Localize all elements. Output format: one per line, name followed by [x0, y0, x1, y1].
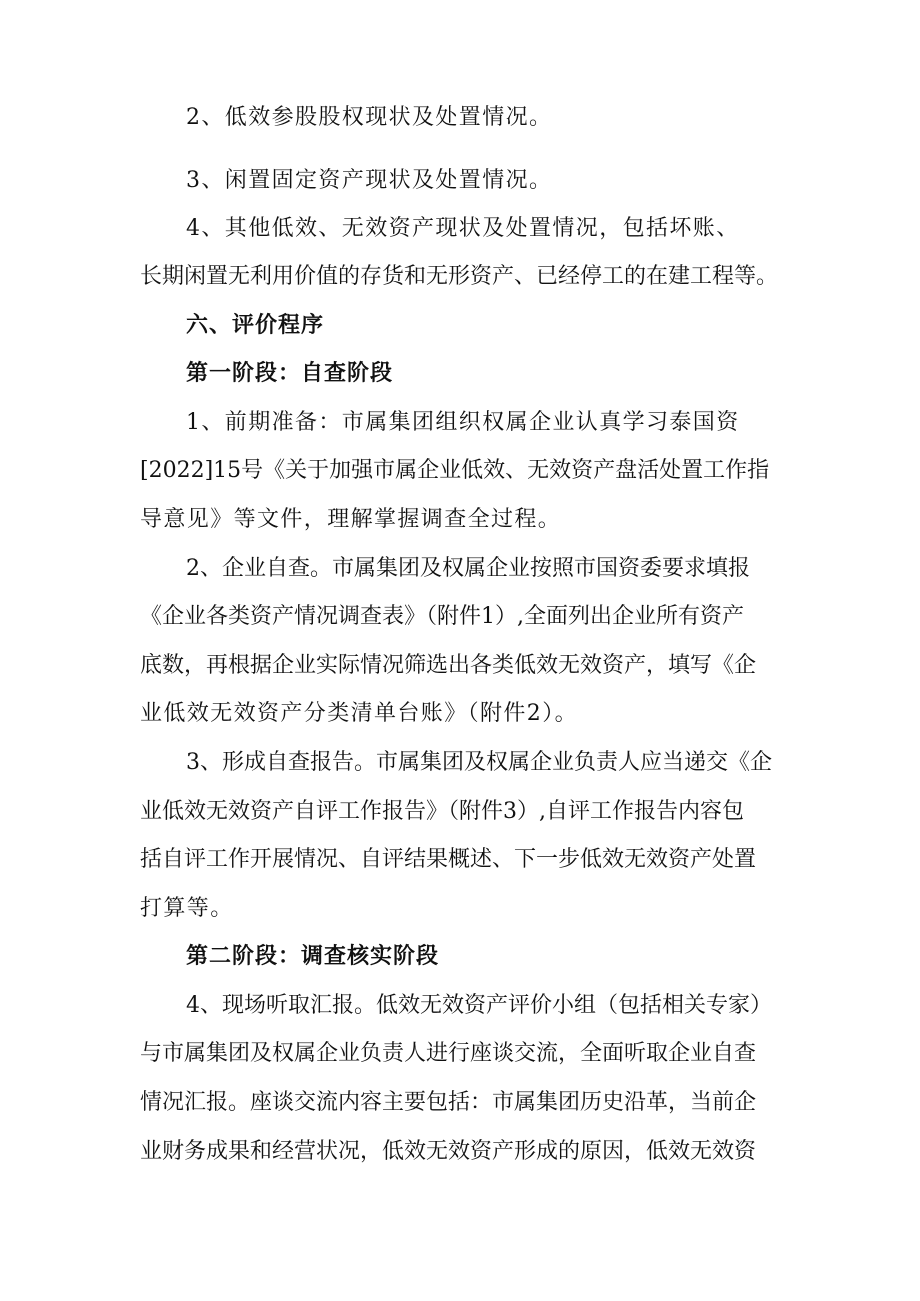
paragraph-line: 括自评工作开展情况、自评结果概述、下一步低效无效资产处置 — [140, 847, 757, 872]
subsection-heading: 第一阶段：自查阶段 — [186, 361, 394, 386]
section-heading: 六、评价程序 — [186, 313, 325, 338]
paragraph-line: 3、闲置固定资产现状及处置情况。 — [186, 168, 553, 193]
subsection-heading: 第二阶段：调查核实阶段 — [186, 944, 440, 969]
paragraph-line: 底数，再根据企业实际情况筛选出各类低效无效资产，填写《企 — [140, 653, 757, 678]
paragraph-line: 《企业各类资产情况调查表》（附件1）,全面列出企业所有资产 — [140, 604, 744, 629]
paragraph-line: 3、形成自查报告。市属集团及权属企业负责人应当递交《企 — [186, 750, 772, 775]
paragraph-line: 2、低效参股股权现状及处置情况。 — [186, 105, 553, 130]
paragraph-line: 1、前期准备：市属集团组织权属企业认真学习泰国资 — [186, 410, 740, 435]
paragraph-line: 导意见》等文件，理解掌握调查全过程。 — [140, 507, 562, 532]
paragraph-line: 4、现场听取汇报。低效无效资产评价小组（包括相关专家） — [186, 993, 772, 1018]
paragraph-line: 长期闲置无利用价值的存货和无形资产、已经停工的在建工程等。 — [140, 264, 779, 289]
paragraph-line: 业低效无效资产自评工作报告》（附件3）,自评工作报告内容包 — [140, 799, 744, 824]
paragraph-line: [2022]15号《关于加强市属企业低效、无效资产盘活处置工作指 — [140, 458, 770, 483]
paragraph-line: 与市属集团及权属企业负责人进行座谈交流，全面听取企业自查 — [140, 1041, 757, 1066]
paragraph-line: 打算等。 — [140, 896, 234, 921]
paragraph-line: 4、其他低效、无效资产现状及处置情况，包括坏账、 — [186, 216, 740, 241]
paragraph-line: 2、企业自查。市属集团及权属企业按照市国资委要求填报 — [186, 556, 750, 581]
paragraph-line: 业低效无效资产分类清单台账》（附件2）。 — [140, 701, 578, 726]
paragraph-line: 情况汇报。座谈交流内容主要包括：市属集团历史沿革，当前企 — [140, 1090, 757, 1115]
paragraph-line: 业财务成果和经营状况，低效无效资产形成的原因，低效无效资 — [140, 1139, 757, 1164]
